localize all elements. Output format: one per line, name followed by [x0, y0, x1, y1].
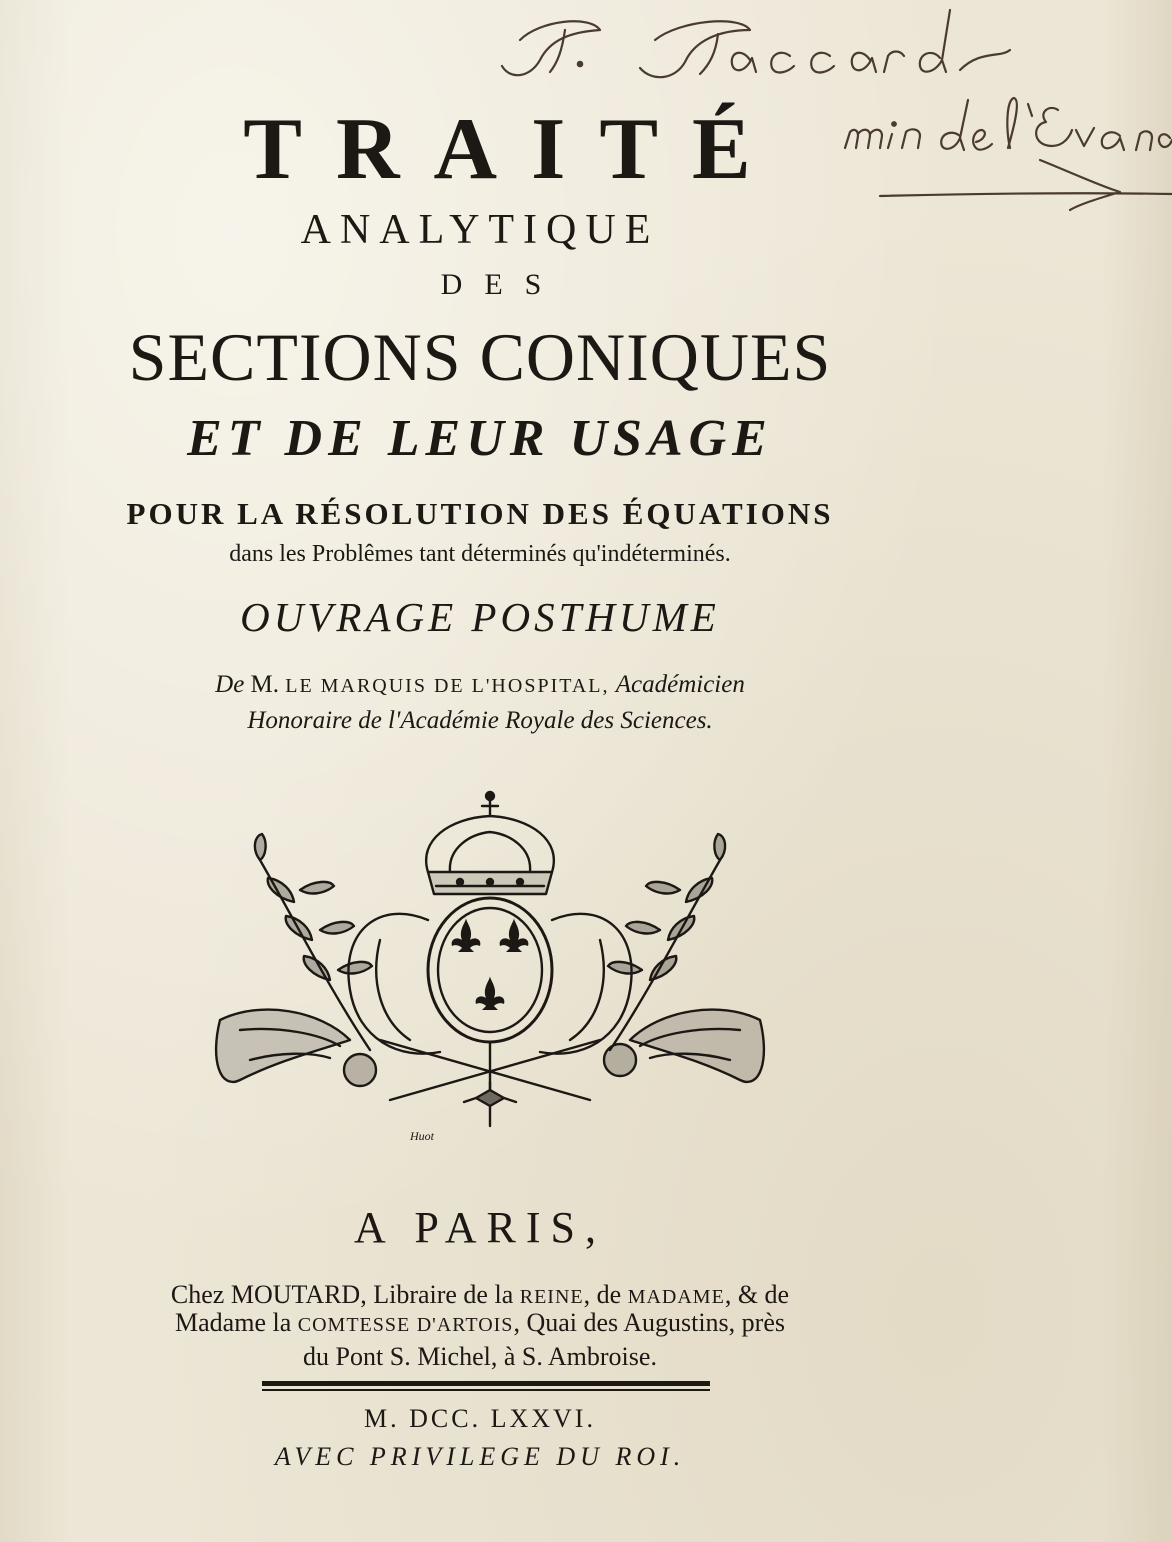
royal-arms-icon — [200, 790, 780, 1170]
imprint-line2a: Madame la — [175, 1308, 292, 1337]
title-analytique: ANALYTIQUE — [300, 207, 660, 253]
double-rule-thin — [262, 1389, 710, 1391]
imprint-privilege: AVEC PRIVILEGE DU ROI. — [274, 1442, 686, 1471]
title-usage: ET DE LEUR USAGE — [187, 410, 773, 467]
imprint-amp: , & de — [724, 1280, 790, 1309]
imprint-reine: REINE — [519, 1286, 584, 1308]
imprint-dartois: D'ARTOIS — [416, 1314, 514, 1336]
engraver-signature: Huot — [410, 1129, 434, 1143]
imprint-line3: du Pont S. Michel, à S. Ambroise. — [303, 1342, 657, 1371]
imprint-city: A PARIS, — [353, 1203, 607, 1252]
title-des: DES — [440, 268, 564, 301]
author-name: LE MARQUIS DE L'HOSPITAL, — [285, 675, 610, 697]
imprint-chez: Chez MOUTARD, Libraire de la — [170, 1280, 514, 1309]
double-rule-thick — [262, 1381, 710, 1386]
imprint-de: , de — [583, 1280, 622, 1309]
subtitle-pour: POUR LA RÉSOLUTION DES ÉQUATIONS — [126, 496, 834, 531]
imprint-line2b: , Quai des Augustins, près — [513, 1308, 785, 1337]
imprint-line2 — [0, 1306, 960, 1342]
author-honoraire: Honoraire de l'Académie Royale des Sciences. — [247, 707, 713, 734]
author-m: M. — [250, 671, 280, 698]
author-de: De — [215, 671, 245, 698]
imprint-comtesse: COMTESSE — [297, 1314, 411, 1336]
title-sections-coniques: SECTIONS CONIQUES — [128, 319, 832, 395]
author-line — [0, 668, 960, 703]
author-role: Académicien — [615, 671, 745, 698]
imprint-madame: MADAME — [627, 1286, 725, 1308]
title-traite: TRAITÉ — [243, 101, 785, 198]
ouvrage-posthume: OUVRAGE POSTHUME — [240, 594, 720, 640]
subtitle-dans: dans les Problêmes tant déterminés qu'indéterminés. — [229, 541, 731, 567]
imprint-date: M. DCC. LXXVI. — [364, 1404, 596, 1433]
